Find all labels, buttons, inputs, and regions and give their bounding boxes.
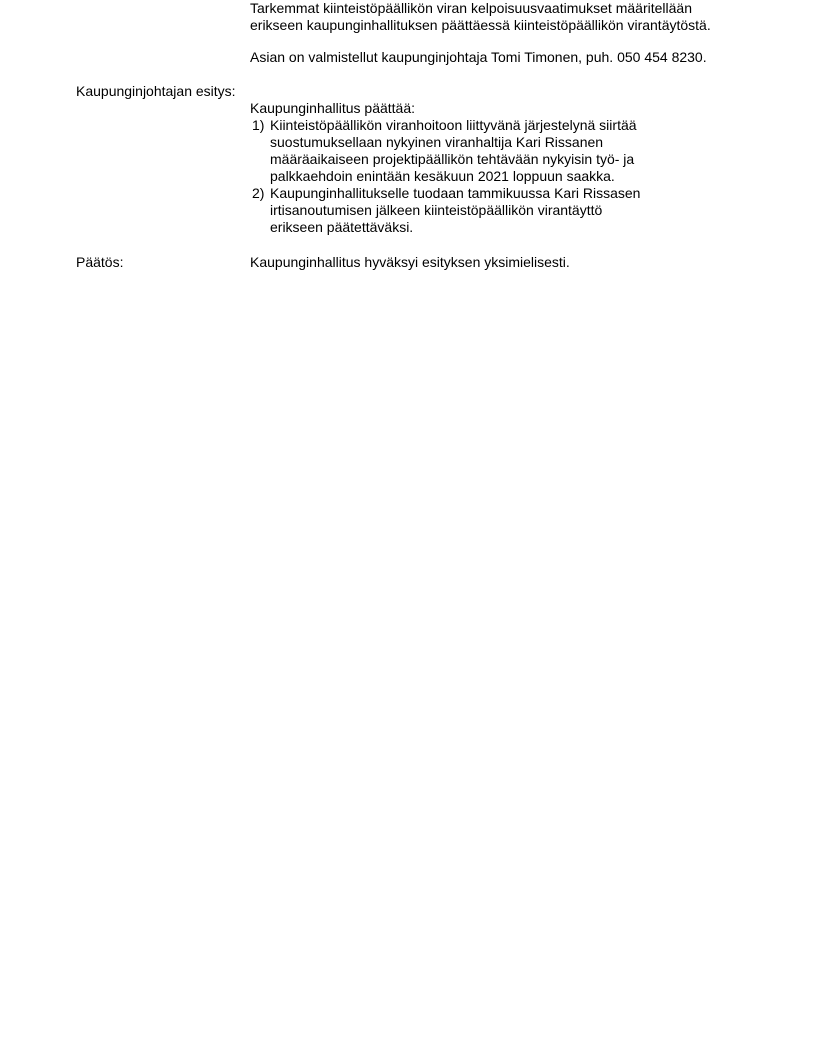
preparer-note — [250, 49, 790, 66]
proposal-item-2-number: 2) — [252, 185, 265, 201]
proposal-item-2-line: Kaupunginhallitukselle tuodaan tammikuussa Kari Rissasen — [270, 185, 641, 201]
proposal-item-2-line: erikseen päätettäväksi. — [270, 219, 414, 235]
proposal-item-1-number: 1) — [252, 117, 265, 133]
proposal-item-1-line: Kiinteistöpäällikön viranhoitoon liittyvänä järjestelynä siirtää — [270, 117, 637, 133]
proposal-item-1 — [250, 117, 790, 185]
intro-paragraph — [250, 0, 790, 34]
proposal-item-2-line: irtisanoutumisen jälkeen kiinteistöpäällikön virantäyttö — [270, 202, 603, 218]
decision-text: Kaupunginhallitus hyväksyi esityksen yksimielisesti. — [250, 254, 570, 270]
preparer-text: Asian on valmistellut kaupunginjohtaja Tomi Timonen, puh. 050 454 8230. — [250, 49, 707, 65]
proposal-item-1-line: suostumuksellaan nykyinen viranhaltija Kari Rissanen — [270, 134, 604, 150]
intro-line-1: Tarkemmat kiinteistöpäällikön viran kelpoisuusvaatimukset määritellään — [250, 0, 692, 16]
proposal-item-1-line: palkkaehdoin enintään kesäkuun 2021 loppuun saakka. — [270, 168, 615, 184]
proposal-heading: Kaupunginhallitus päättää: — [250, 100, 416, 116]
proposal-body — [250, 100, 790, 236]
proposal-label: Kaupunginjohtajan esitys: — [76, 83, 236, 99]
proposal-item-2 — [250, 185, 790, 236]
proposal-item-1-line: määräaikaiseen projektipäällikön tehtävään nykyisin työ- ja — [270, 151, 635, 167]
intro-line-2: erikseen kaupunginhallituksen päättäessä kiinteistöpäällikön virantäytöstä. — [250, 17, 711, 33]
decision-label: Päätös: — [76, 254, 124, 270]
